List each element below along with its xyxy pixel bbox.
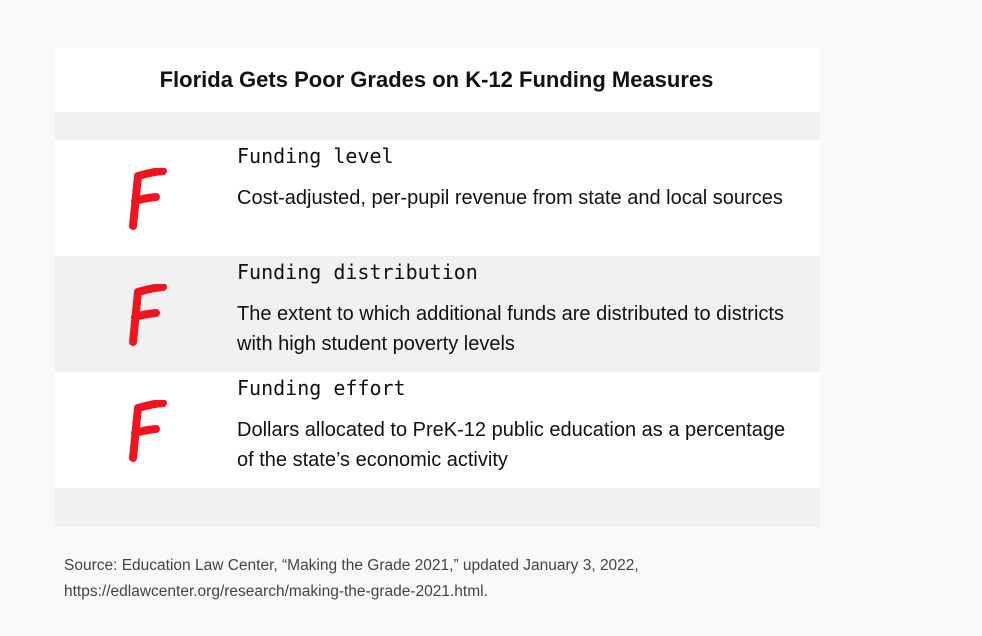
- measure-description: The extent to which additional funds are distributed to districts with high student poverty levels: [237, 303, 784, 355]
- measure-description: Cost-adjusted, per-pupil revenue from state and local sources: [237, 187, 783, 209]
- source-note: [64, 553, 639, 605]
- grade-f-icon: [121, 168, 171, 230]
- table-row: [55, 140, 820, 256]
- source-url: https://edlawcenter.org/research/making-the-grade-2021.html.: [64, 583, 488, 600]
- table-title: Florida Gets Poor Grades on K-12 Funding Measures: [159, 67, 714, 92]
- title-band: [55, 48, 820, 112]
- measure-description: Dollars allocated to PreK-12 public education as a percentage of the state’s economic activity: [237, 419, 786, 471]
- measure-name: Funding effort: [237, 376, 406, 400]
- measure-name: Funding level: [237, 144, 394, 168]
- grade-f-icon: [121, 284, 171, 346]
- grade-f-icon: [121, 400, 171, 462]
- grades-table: [55, 48, 820, 527]
- source-line: Source: Education Law Center, “Making the Grade 2021,” updated January 3, 2022,: [64, 557, 639, 574]
- table-row: [55, 256, 820, 372]
- measure-name: Funding distribution: [237, 260, 478, 284]
- table-row: [55, 372, 820, 488]
